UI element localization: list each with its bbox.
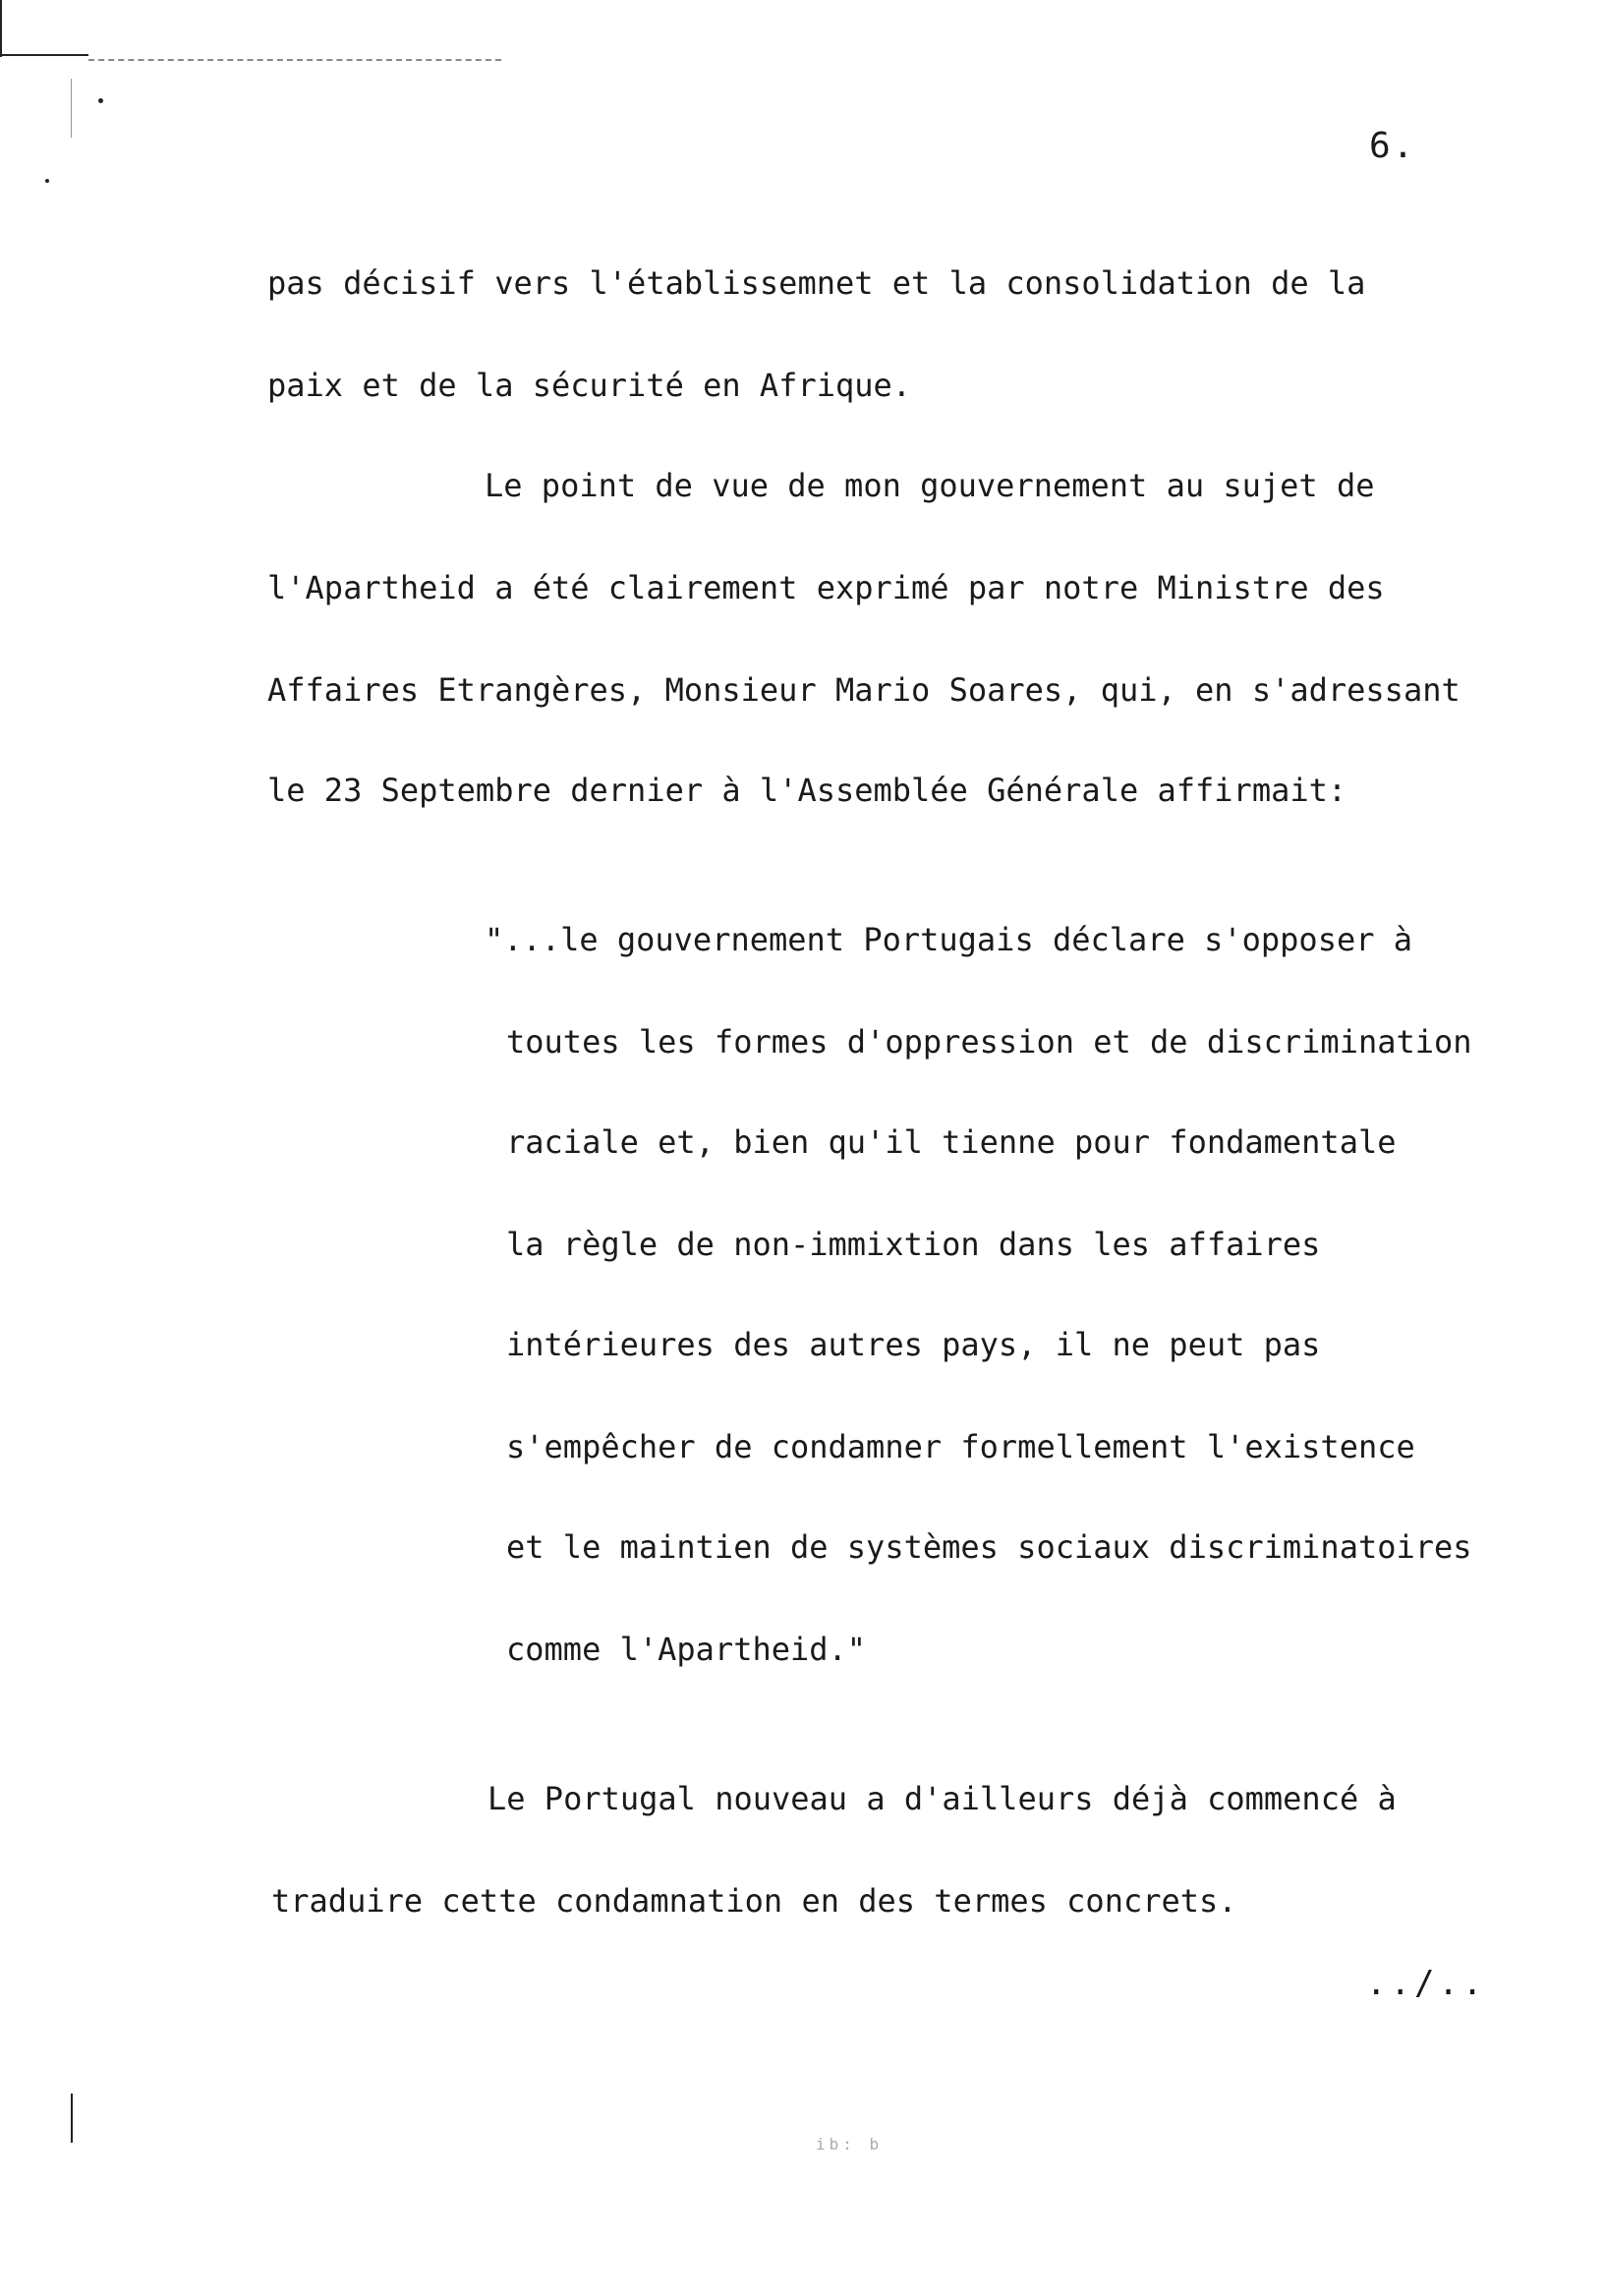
scan-tick-bottom [71, 2094, 73, 2143]
quote-line: intérieures des autres pays, il ne peut pas [506, 1326, 1321, 1363]
text-line: Le point de vue de mon gouvernement au sujet de [485, 467, 1375, 504]
quote-line: s'empêcher de condamner formellement l'existence [506, 1428, 1415, 1465]
footer-mark: ib: b [816, 2135, 884, 2153]
quote-line: "...le gouvernement Portugais déclare s'opposer à [485, 921, 1413, 958]
text-line: le 23 Septembre dernier à l'Assemblée Générale affirmait: [267, 772, 1347, 809]
text-line: traduire cette condamnation en des termes concrets. [271, 1882, 1237, 1920]
continuation-mark: ../.. [1366, 1964, 1487, 2003]
quote-line: et le maintien de systèmes sociaux discriminatoires [506, 1528, 1472, 1566]
scan-edge-left [0, 0, 2, 57]
text-line: Le Portugal nouveau a d'ailleurs déjà commencé à [487, 1780, 1397, 1817]
quote-line: la règle de non-immixtion dans les affaires [506, 1226, 1321, 1263]
scan-dot [45, 179, 49, 183]
scan-edge-top [0, 54, 88, 56]
quote-line: comme l'Apartheid." [506, 1631, 867, 1668]
text-line: pas décisif vers l'établissemnet et la consolidation de la [267, 264, 1366, 302]
text-line: paix et de la sécurité en Afrique. [267, 367, 912, 404]
text-line: l'Apartheid a été clairement exprimé par notre Ministre des [267, 569, 1385, 606]
page-number: 6. [1369, 126, 1416, 166]
quote-line: toutes les formes d'oppression et de discrimination [506, 1023, 1472, 1061]
scan-edge-top-dashed [88, 59, 501, 61]
text-line: Affaires Etrangères, Monsieur Mario Soares, qui, en s'adressant [267, 671, 1461, 709]
scan-dot [98, 98, 103, 103]
scan-tick-top [71, 79, 72, 138]
quote-line: raciale et, bien qu'il tienne pour fondamentale [506, 1123, 1397, 1161]
